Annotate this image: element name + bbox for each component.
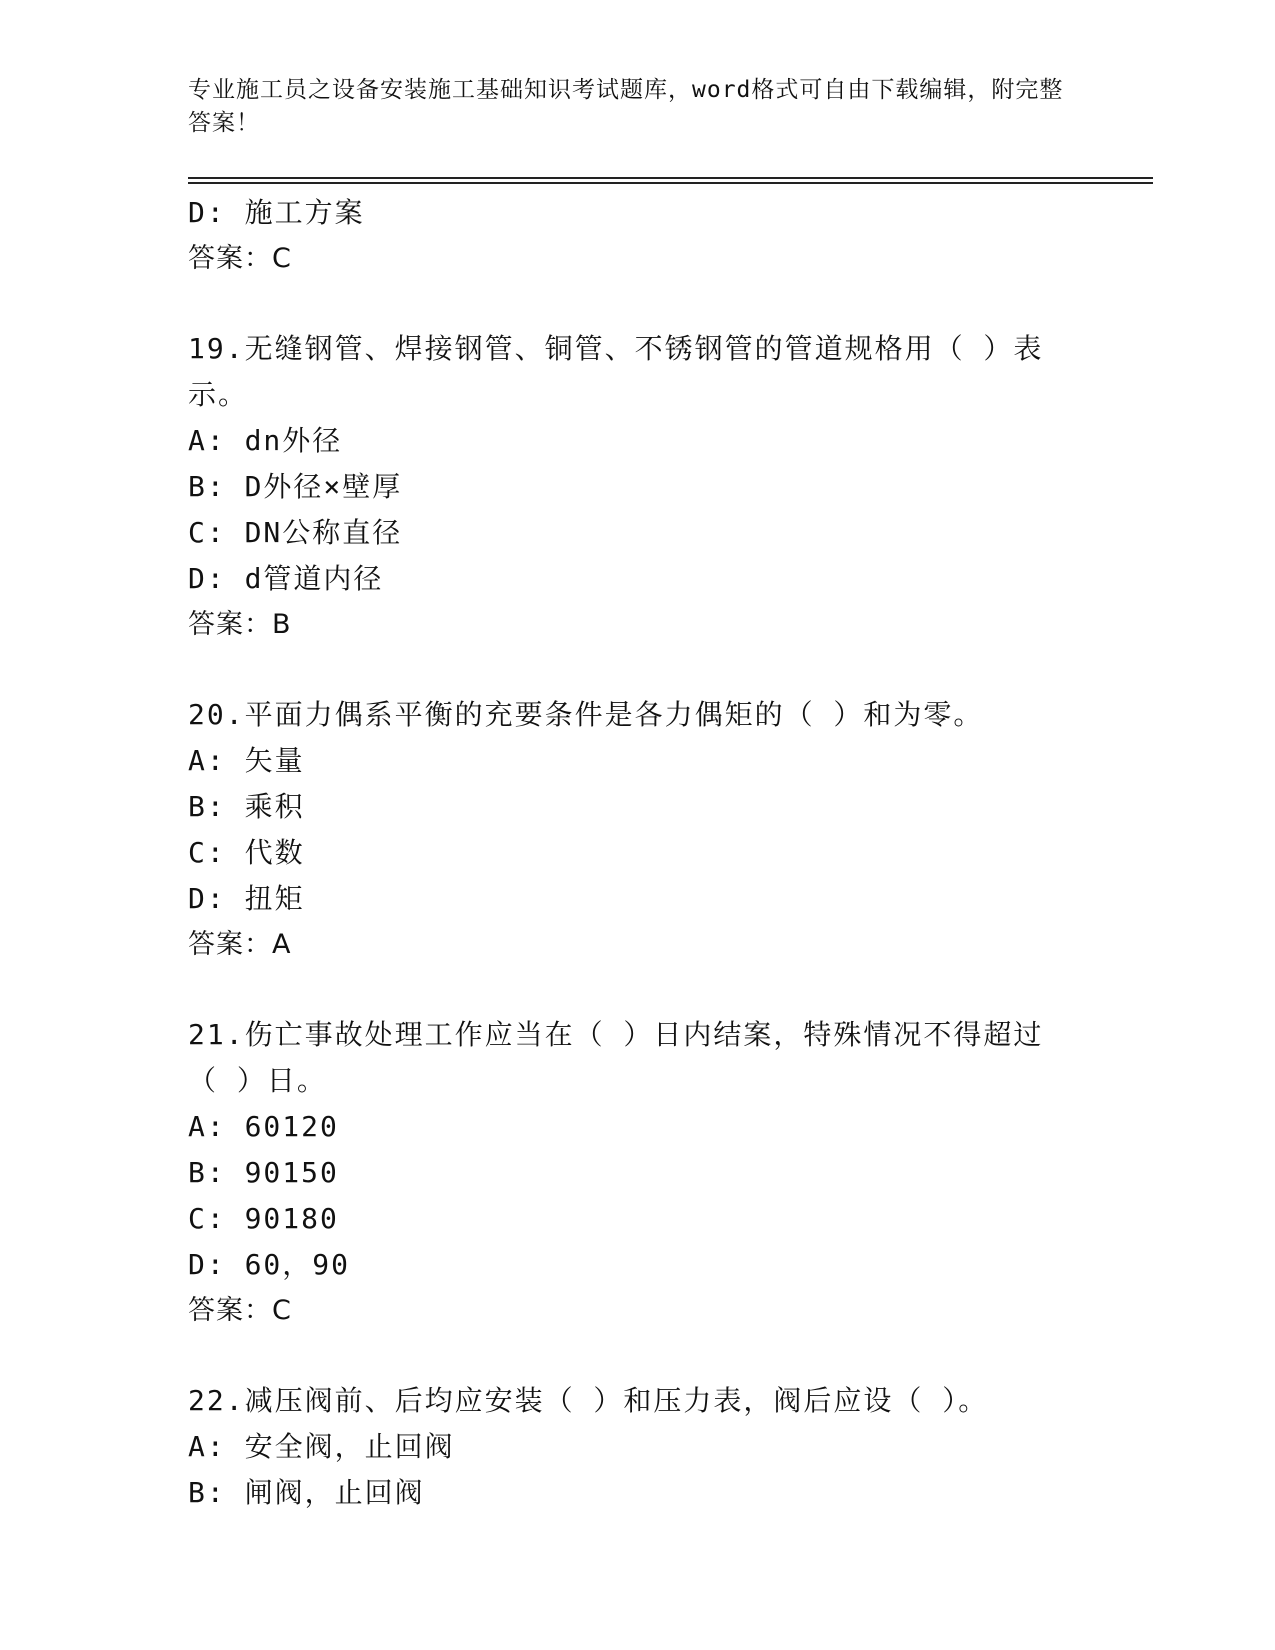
option-text: D外径×壁厚 <box>244 470 403 503</box>
option-c: C: DN公称直径 <box>188 516 403 549</box>
option-letter: A <box>188 1430 207 1463</box>
header-rule-top <box>188 177 1153 179</box>
document-header: 专业施工员之设备安装施工基础知识考试题库，word格式可自由下载编辑，附完整答案！ <box>188 77 1064 136</box>
option-text: 安全阀，止回阀 <box>244 1430 455 1463</box>
question-block <box>188 326 1068 648</box>
option-letter: A <box>188 1110 207 1143</box>
option-letter: C <box>188 836 207 869</box>
option-text: 施工方案 <box>244 196 365 229</box>
question-list <box>188 190 1068 1516</box>
question-text: 20.平面力偶系平衡的充要条件是各力偶矩的（ ）和为零。 <box>188 698 984 731</box>
question-block <box>188 190 1068 282</box>
question-block <box>188 1378 1068 1516</box>
question-block <box>188 692 1068 968</box>
option-text: dn外径 <box>244 424 343 457</box>
answer-line: 答案：A <box>188 929 292 960</box>
option-b: B: 乘积 <box>188 790 305 823</box>
option-d: D: d管道内径 <box>188 562 384 595</box>
question-text: 22.减压阀前、后均应安装（ ）和压力表，阀后应设（ ）。 <box>188 1384 989 1417</box>
option-text: 60120 <box>244 1110 339 1143</box>
option-letter: C <box>188 516 207 549</box>
answer-line: 答案：C <box>188 243 292 274</box>
option-text: 60，90 <box>244 1248 351 1281</box>
question-block <box>188 1012 1068 1334</box>
option-a: A: 矢量 <box>188 744 305 777</box>
option-text: 闸阀，止回阀 <box>244 1476 425 1509</box>
option-a: A: 60120 <box>188 1110 339 1143</box>
header-rule-bottom <box>188 182 1153 184</box>
option-letter: D <box>188 882 207 915</box>
option-text: 乘积 <box>244 790 305 823</box>
option-letter: B <box>188 1476 207 1509</box>
option-text: 90150 <box>244 1156 339 1189</box>
option-text: 90180 <box>244 1202 339 1235</box>
option-text: 矢量 <box>244 744 305 777</box>
option-d: D: 施工方案 <box>188 196 365 229</box>
question-text: 19.无缝钢管、焊接钢管、铜管、不锈钢管的管道规格用（ ）表示。 <box>188 332 1044 411</box>
option-letter: D <box>188 562 207 595</box>
option-letter: D <box>188 196 207 229</box>
option-d: D: 扭矩 <box>188 882 305 915</box>
answer-line: 答案：C <box>188 1295 292 1326</box>
option-letter: B <box>188 470 207 503</box>
answer-line: 答案：B <box>188 609 292 640</box>
question-text: 21.伤亡事故处理工作应当在（ ）日内结案，特殊情况不得超过（ ）日。 <box>188 1018 1044 1097</box>
option-b: B: 闸阀，止回阀 <box>188 1476 425 1509</box>
option-text: DN公称直径 <box>244 516 403 549</box>
option-letter: A <box>188 424 207 457</box>
option-text: 扭矩 <box>244 882 305 915</box>
option-a: A: dn外径 <box>188 424 343 457</box>
option-text: 代数 <box>244 836 305 869</box>
option-c: C: 代数 <box>188 836 305 869</box>
option-c: C: 90180 <box>188 1202 339 1235</box>
option-letter: C <box>188 1202 207 1235</box>
option-letter: B <box>188 1156 207 1189</box>
option-letter: A <box>188 744 207 777</box>
option-b: B: D外径×壁厚 <box>188 470 403 503</box>
option-d: D: 60，90 <box>188 1248 351 1281</box>
option-letter: D <box>188 1248 207 1281</box>
option-letter: B <box>188 790 207 823</box>
option-a: A: 安全阀，止回阀 <box>188 1430 455 1463</box>
option-b: B: 90150 <box>188 1156 339 1189</box>
option-text: d管道内径 <box>244 562 384 595</box>
